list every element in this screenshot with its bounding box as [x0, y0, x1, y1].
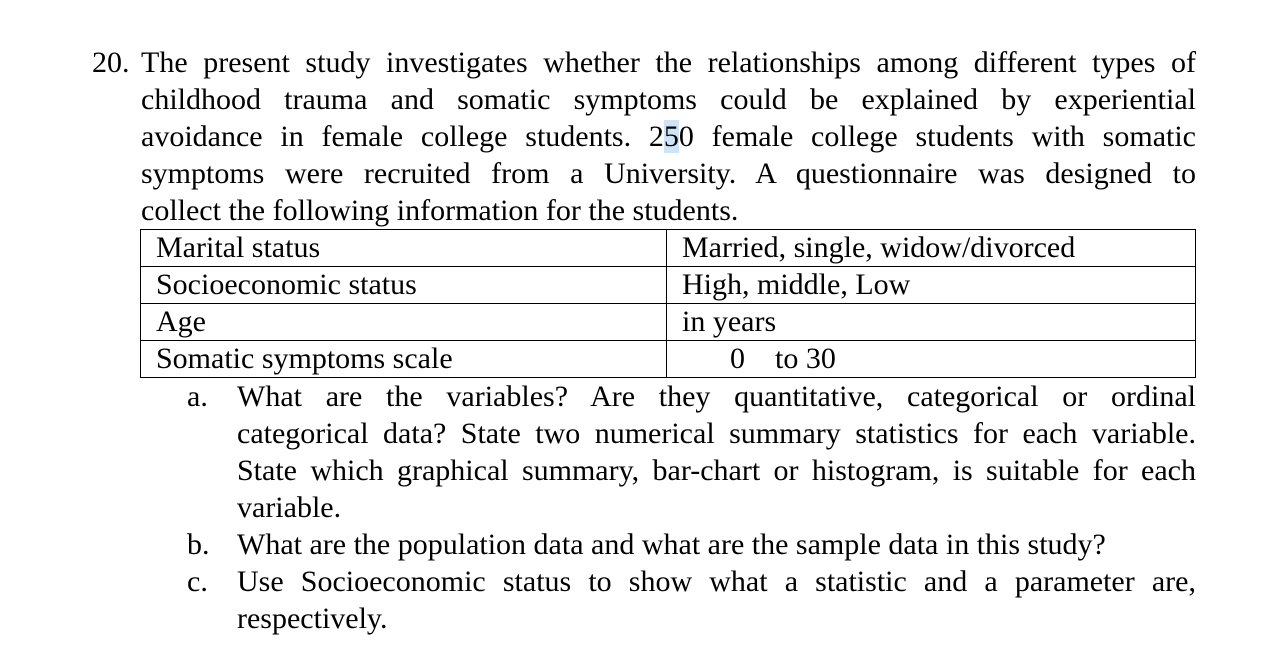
- table-cell-variable: Marital status: [141, 230, 667, 267]
- table-row: [141, 304, 1196, 341]
- sub-question-letter: c.: [187, 565, 208, 598]
- sub-question-line: What are the population data and what are the sample data in this study?: [237, 528, 1106, 561]
- sub-question-a: [187, 378, 1196, 526]
- sub-question-line: variable.: [237, 491, 342, 524]
- table-cell-variable: Age: [141, 304, 667, 341]
- sub-question-line: What are the variables? Are they quantitative, categorical or ordinal: [237, 380, 1196, 413]
- table-cell-variable: Somatic symptoms scale: [141, 341, 667, 378]
- table-row: [141, 230, 1196, 267]
- question-body: [141, 44, 1196, 637]
- table-cell-values: in years: [667, 304, 1196, 341]
- sub-question-letter: b.: [187, 528, 210, 561]
- question-number: 20.: [92, 46, 130, 79]
- stem-line-3-pre: 2: [648, 120, 664, 153]
- stem-line-3: [141, 118, 1196, 155]
- sub-question-line: Use Socioeconomic status to show what a statistic and a parameter are,: [237, 565, 1196, 598]
- variables-table: [140, 229, 1196, 378]
- stem-line-3-start: avoidance in female college students.: [141, 120, 649, 153]
- range-to: to 30: [775, 342, 836, 375]
- sub-question-line: respectively.: [237, 602, 388, 635]
- range-from: 0: [730, 342, 745, 375]
- table-cell-values: Married, single, widow/divorced: [667, 230, 1196, 267]
- table-cell-variable: Socioeconomic status: [141, 267, 667, 304]
- table-cell-range: [667, 341, 1196, 378]
- table-row: [141, 267, 1196, 304]
- sub-question-line: categorical data? State two numerical summary statistics for each variable.: [237, 417, 1196, 450]
- sub-question-c: [187, 563, 1196, 637]
- stem-line-2: childhood trauma and somatic symptoms could be explained by experiential: [141, 83, 1196, 116]
- table-cell-values: High, middle, Low: [667, 267, 1196, 304]
- sub-questions: [187, 378, 1196, 637]
- stem-line-5: collect the following information for the students.: [141, 194, 739, 227]
- stem-line-3-post: 0 female college students with somatic: [678, 120, 1196, 153]
- sub-question-letter: a.: [187, 380, 208, 413]
- selected-text-highlight[interactable]: 5: [663, 120, 679, 153]
- sub-question-line: State which graphical summary, bar-chart or histogram, is suitable for each: [237, 454, 1196, 487]
- sub-question-b: [187, 526, 1196, 563]
- stem-line-1: The present study investigates whether the relationships among different types of: [141, 46, 1196, 79]
- table-row: [141, 341, 1196, 378]
- stem-line-4: symptoms were recruited from a University. A questionnaire was designed to: [141, 157, 1196, 190]
- question-20: [92, 44, 1196, 637]
